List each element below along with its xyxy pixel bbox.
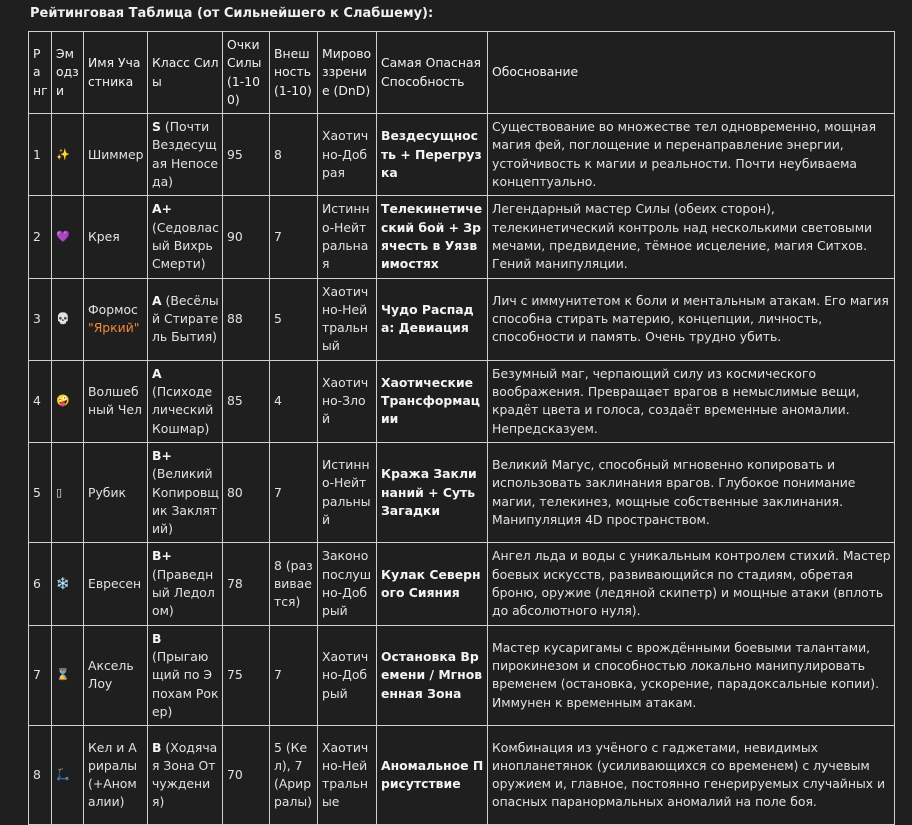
header-reason: Обоснование [488, 32, 895, 114]
table-row [29, 196, 895, 278]
reason-cell: Мастер кусаригамы с врождёнными боевыми талантами, пирокинезом и способностью локально манипулировать временем (остановка, ускорение, парадоксальные копии). Иммунен к временным атакам. [488, 625, 895, 725]
class-grade: S [152, 119, 161, 135]
participant-name: Кел и Ариралы (+Аномалии) [88, 739, 138, 810]
participant-nickname: "Яркий" [88, 320, 140, 336]
snowflake-icon: ❄️ [52, 543, 84, 625]
header-name: Имя Участника [84, 32, 148, 114]
table-row [29, 543, 895, 625]
ability-cell: Вездесущность + Перегрузка [377, 114, 488, 196]
skull-icon: 💀 [52, 278, 84, 360]
class-grade: B+ [152, 548, 172, 564]
class-grade: B [152, 630, 162, 646]
class-cell [148, 278, 223, 360]
points-cell: 88 [223, 278, 270, 360]
points-cell: 70 [223, 726, 270, 825]
points-cell: 95 [223, 114, 270, 196]
reason-cell: Легендарный мастер Силы (обеих сторон), телекинетический контроль над несколькими световыми мечами, предвидение, тёмное исцеление, магия Ситхов. Гений манипуляции. [488, 196, 895, 278]
table-row [29, 114, 895, 196]
rank-cell: 1 [29, 114, 52, 196]
rank-cell: 7 [29, 625, 52, 725]
class-grade: A [152, 292, 162, 308]
class-grade: A [152, 365, 162, 381]
points-cell: 78 [223, 543, 270, 625]
points-cell: 85 [223, 360, 270, 442]
looks-cell: 5 (Кел), 7 (Арирралы) [270, 726, 318, 825]
name-cell [84, 196, 148, 278]
reason-cell: Комбинация из учёного с гаджетами, невидимых инопланетянок (усиливающихся со временем) с лучевым оружием и, главное, постоянно генерируемых случайных и опасных паранормальных аномалий на поле боя. [488, 726, 895, 825]
table-row [29, 625, 895, 725]
participant-name: Шиммер [88, 146, 144, 162]
alignment-cell: Хаотично-Злой [318, 360, 377, 442]
table-header-row [29, 32, 895, 114]
missing-glyph-icon: ▯ [52, 442, 84, 542]
class-name: (Прыгающий по Эпохам Рокер) [152, 648, 219, 719]
participant-name: Евресен [88, 575, 142, 591]
alignment-cell: Истинно-Нейтральный [318, 442, 377, 542]
page-title: Рейтинговая Таблица (от Сильнейшего к Слабшему): [30, 6, 434, 21]
rating-table [28, 31, 895, 825]
looks-cell: 7 [270, 442, 318, 542]
name-cell [84, 543, 148, 625]
reason-cell: Лич с иммунитетом к боли и ментальным атакам. Его магия способна стирать материю, концепции, личность, способности и память. Очень трудно убить. [488, 278, 895, 360]
name-cell [84, 114, 148, 196]
class-cell [148, 360, 223, 442]
header-ability: Самая Опасная Способность [377, 32, 488, 114]
reason-cell: Безумный маг, черпающий силу из космического воображения. Превращает врагов в немыслимые вещи, крадёт цвета и голоса, создаёт временные аномалии. Непредсказуем. [488, 360, 895, 442]
class-grade: B [152, 739, 162, 755]
rank-cell: 3 [29, 278, 52, 360]
ability-cell: Аномальное Присутствие [377, 726, 488, 825]
header-points: Очки Силы (1-100) [223, 32, 270, 114]
reason-cell: Существование во множестве тел одновременно, мощная магия фей, поглощение и перенаправление энергии, устойчивость к магии и реальности. Почти неубиваема концептуально. [488, 114, 895, 196]
name-cell [84, 442, 148, 542]
class-cell [148, 625, 223, 725]
header-rank: Ранг [29, 32, 52, 114]
alignment-cell: Законопослушно-Добрый [318, 543, 377, 625]
class-name: (Великий Копировщик Заклятий) [152, 466, 219, 537]
table-row [29, 360, 895, 442]
rank-cell: 5 [29, 442, 52, 542]
participant-name: Волшебный Чел [88, 384, 142, 418]
table-row [29, 726, 895, 825]
alignment-cell: Хаотично-Нейтральный [318, 278, 377, 360]
looks-cell: 8 (развивается) [270, 543, 318, 625]
rank-cell: 4 [29, 360, 52, 442]
looks-cell: 8 [270, 114, 318, 196]
class-cell [148, 114, 223, 196]
class-name: (Почти Вездесущая Непоседа) [152, 119, 219, 190]
header-class: Класс Силы [148, 32, 223, 114]
participant-name: Рубик [88, 484, 126, 500]
rank-cell: 2 [29, 196, 52, 278]
class-name: (Ходячая Зона Отчуждения) [152, 739, 218, 810]
participant-name: Крея [88, 228, 120, 244]
alignment-cell: Хаотично-Добрая [318, 114, 377, 196]
looks-cell: 7 [270, 625, 318, 725]
rank-cell: 8 [29, 726, 52, 825]
purple-heart-icon: 💜 [52, 196, 84, 278]
header-emoji: Эмодзи [52, 32, 84, 114]
alignment-cell: Истинно-Нейтральная [318, 196, 377, 278]
reason-cell: Великий Магус, способный мгновенно копировать и использовать заклинания врагов. Глубокое понимание магии, телекинез, мощные собственные заклинания. Манипуляция 4D пространством. [488, 442, 895, 542]
class-grade: A+ [152, 201, 172, 217]
ability-cell: Хаотические Трансформации [377, 360, 488, 442]
alignment-cell: Хаотично-Добрый [318, 625, 377, 725]
ability-cell: Кража Заклинаний + Суть Загадки [377, 442, 488, 542]
header-looks: Внешность (1-10) [270, 32, 318, 114]
alignment-cell: Хаотично-Нейтральные [318, 726, 377, 825]
rank-cell: 6 [29, 543, 52, 625]
class-name: (Психоделический Кошмар) [152, 384, 214, 436]
looks-cell: 5 [270, 278, 318, 360]
points-cell: 90 [223, 196, 270, 278]
points-cell: 80 [223, 442, 270, 542]
class-cell [148, 442, 223, 542]
sparkles-icon: ✨ [52, 114, 84, 196]
looks-cell: 7 [270, 196, 318, 278]
zany-face-icon: 🤪 [52, 360, 84, 442]
hourglass-icon: ⌛ [52, 625, 84, 725]
participant-name: Аксель Лоу [88, 658, 134, 692]
ability-cell: Телекинетический бой + Зрячесть в Уязвимостях [377, 196, 488, 278]
scooter-icon: 🛴 [52, 726, 84, 825]
class-cell [148, 543, 223, 625]
name-cell [84, 360, 148, 442]
name-cell [84, 625, 148, 725]
class-cell [148, 196, 223, 278]
class-cell [148, 726, 223, 825]
points-cell: 75 [223, 625, 270, 725]
ability-cell: Остановка Времени / Мгновенная Зона [377, 625, 488, 725]
class-name: (Весёлый Стиратель Бытия) [152, 292, 219, 345]
looks-cell: 4 [270, 360, 318, 442]
table-row [29, 278, 895, 360]
header-alignment: Мировоззрение (DnD) [318, 32, 377, 114]
table-row [29, 442, 895, 542]
name-cell [84, 278, 148, 360]
ability-cell: Чудо Распада: Девиация [377, 278, 488, 360]
name-cell [84, 726, 148, 825]
class-name: (Седовласый Вихрь Смерти) [152, 219, 219, 272]
class-grade: B+ [152, 447, 172, 463]
participant-name: Формос [88, 301, 138, 317]
ability-cell: Кулак Северного Сияния [377, 543, 488, 625]
class-name: (Праведный Ледолом) [152, 566, 215, 619]
reason-cell: Ангел льда и воды с уникальным контролем стихий. Мастер боевых искусств, развивающийся по стадиям, обретая броню, оружие (ледяной скипетр) и мощные атаки (вплоть до абсолютного нуля). [488, 543, 895, 625]
